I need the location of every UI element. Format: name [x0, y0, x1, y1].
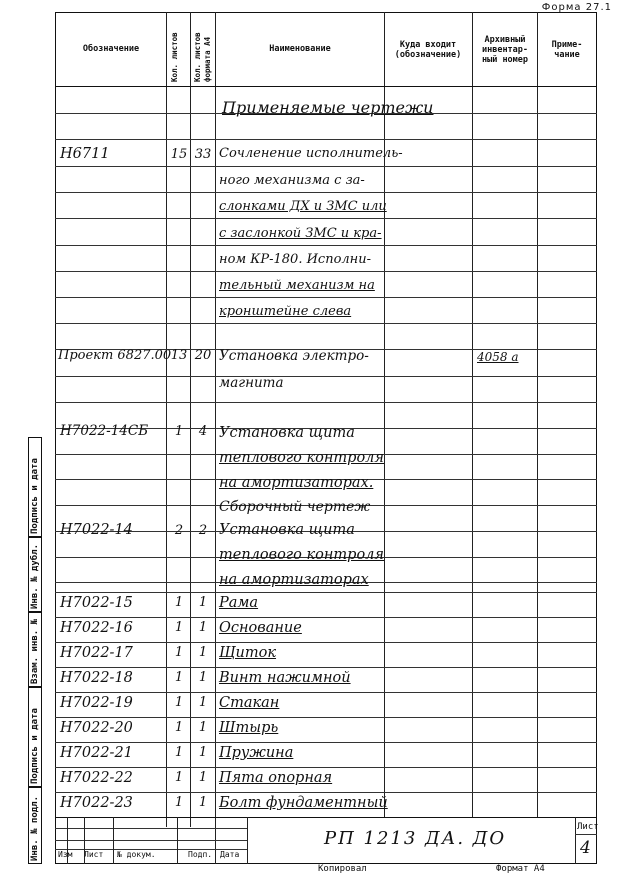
name-line: магнита: [219, 375, 284, 391]
footer-format: Формат А4: [496, 864, 545, 874]
name-line: Сочленение исполнитель-: [219, 146, 403, 161]
row-line: [55, 166, 597, 167]
name-line: Установка щита: [219, 522, 355, 538]
designation-cell: Н7022-15: [60, 595, 133, 611]
col-line: [384, 12, 385, 817]
row-line: [55, 592, 597, 593]
side-label: Подпись и дата: [30, 708, 40, 784]
footer-copied: Копировал: [318, 864, 367, 874]
side-label: Инв. № подл.: [30, 795, 40, 861]
row-line: [55, 617, 597, 618]
header-archive-line2: инвентар-: [481, 45, 529, 55]
name-line: Пружина: [219, 745, 294, 761]
a4-cell: 20: [194, 348, 212, 363]
row-line: [55, 742, 597, 743]
document-code: РП 1213 ДА. ДО: [324, 828, 507, 849]
a4-cell: 2: [198, 523, 208, 538]
stamp-col: [575, 817, 576, 864]
stamp-line: [575, 834, 597, 835]
sheets-cell: 1: [174, 720, 184, 735]
header-where-used-line2: (обозначение): [394, 50, 462, 60]
sheets-cell: 15: [170, 147, 188, 162]
name-line: Винт нажимной: [219, 670, 351, 686]
name-line: с заслонкой ЗМС и кра-: [219, 226, 382, 241]
col-line: [537, 12, 538, 817]
stamp-col: [113, 817, 114, 864]
header-divider: [55, 86, 597, 87]
sheets-cell: 1: [174, 620, 184, 635]
sheets-cell: 13: [170, 348, 188, 363]
a4-cell: 1: [198, 595, 208, 610]
row-line: [55, 642, 597, 643]
side-label: Взам. инв. №: [30, 618, 40, 684]
row-line: [55, 139, 597, 140]
designation-cell: Проект 6827.00: [58, 348, 172, 363]
sheets-cell: 1: [174, 595, 184, 610]
designation-cell: Н7022-21: [60, 745, 133, 761]
sheets-cell: 1: [174, 424, 184, 439]
name-line: на амортизаторах.: [219, 475, 374, 491]
row-line: [55, 792, 597, 793]
name-line: Основание: [219, 620, 302, 636]
row-line: [55, 376, 597, 377]
header-where-used: [386, 40, 470, 60]
side-label: Подпись и дата: [30, 458, 40, 534]
sheets-cell: 1: [174, 670, 184, 685]
row-line: [55, 717, 597, 718]
name-line: теплового контроля: [219, 450, 385, 466]
sheets-cell: 1: [174, 645, 184, 660]
row-line: [55, 245, 597, 246]
name-line: слонками ДХ и ЗМС или: [219, 199, 387, 214]
designation-cell: Н7022-20: [60, 720, 133, 736]
name-line: ном КР-180. Исполни-: [219, 252, 372, 267]
a4-cell: 1: [198, 770, 208, 785]
section-title: Применяемые чертежи: [222, 98, 434, 117]
a4-cell: 1: [198, 720, 208, 735]
header-where-used-line1: Куда входит: [399, 40, 457, 50]
header-sheets: Кол. листов: [170, 32, 179, 82]
name-line: Установка электро-: [219, 348, 369, 364]
header-a4-line1: Кол. листов: [193, 32, 202, 82]
header-note: [539, 40, 595, 60]
name-line: Щиток: [219, 645, 277, 661]
a4-cell: 1: [198, 670, 208, 685]
name-line: кронштейне слева: [219, 304, 352, 319]
header-a4-line2: формата А4: [203, 36, 212, 82]
designation-cell: Н7022-14СБ: [60, 423, 149, 439]
row-line: [55, 767, 597, 768]
row-line: [55, 218, 597, 219]
a4-cell: 1: [198, 795, 208, 810]
header-name: Наименование: [269, 44, 331, 54]
archive-cell: 4058 а: [477, 350, 519, 364]
name-line: ного механизма с за-: [219, 173, 365, 188]
name-line: Рама: [219, 595, 259, 611]
row-line: [55, 402, 597, 403]
designation-cell: Н7022-22: [60, 770, 133, 786]
name-line: теплового контроля: [219, 547, 385, 563]
sheets-cell: 1: [174, 795, 184, 810]
header-designation: Обозначение: [82, 44, 140, 54]
col-line: [190, 12, 191, 827]
header-archive-line1: Архивный: [484, 35, 526, 45]
designation-cell: Н6711: [60, 146, 110, 162]
stamp-top: [55, 817, 597, 818]
sheets-cell: 2: [174, 523, 184, 538]
row-line: [55, 297, 597, 298]
a4-cell: 4: [198, 424, 208, 439]
row-line: [55, 667, 597, 668]
stamp-doc: № докум.: [117, 850, 156, 859]
name-line: Установка щита: [219, 425, 355, 441]
stamp-sheet-number: 4: [580, 838, 591, 858]
row-line: [55, 192, 597, 193]
row-line: [55, 271, 597, 272]
col-line: [166, 12, 167, 827]
name-line: тельный механизм на: [219, 278, 375, 293]
name-line: Пята опорная: [219, 770, 333, 786]
stamp-col: [247, 817, 248, 864]
designation-cell: Н7022-17: [60, 645, 133, 661]
stamp-sheet-label: Лист: [577, 822, 599, 832]
name-line: Болт фундаментный: [219, 795, 388, 811]
designation-cell: Н7022-18: [60, 670, 133, 686]
sheets-cell: 1: [174, 695, 184, 710]
sheets-cell: 1: [174, 770, 184, 785]
header-note-line1: Приме-: [551, 40, 583, 50]
stamp-izm: Изм: [58, 850, 73, 859]
name-line: Сборочный чертеж: [219, 499, 371, 515]
side-label: Инв. № дубл.: [30, 543, 40, 609]
header-archive: [474, 35, 536, 65]
designation-cell: Н7022-23: [60, 795, 133, 811]
form-label: Форма 27.1: [541, 2, 612, 13]
col-line: [472, 12, 473, 817]
stamp-podp: Подп.: [188, 850, 213, 859]
row-line: [55, 323, 597, 324]
a4-cell: 1: [198, 695, 208, 710]
designation-cell: Н7022-14: [60, 522, 133, 538]
stamp-date: Дата: [220, 850, 240, 859]
designation-cell: Н7022-16: [60, 620, 133, 636]
a4-cell: 1: [198, 620, 208, 635]
a4-cell: 1: [198, 645, 208, 660]
row-line: [55, 692, 597, 693]
header-note-line2: чание: [554, 50, 580, 60]
a4-cell: 33: [194, 147, 212, 162]
name-line: Штырь: [219, 720, 279, 736]
sheets-cell: 1: [174, 745, 184, 760]
designation-cell: Н7022-19: [60, 695, 133, 711]
a4-cell: 1: [198, 745, 208, 760]
stamp-col: [177, 817, 178, 864]
name-line: Стакан: [219, 695, 280, 711]
stamp-list: Лист: [84, 850, 104, 859]
name-line: на амортизаторах: [219, 572, 369, 588]
header-archive-line3: ный номер: [481, 55, 529, 65]
